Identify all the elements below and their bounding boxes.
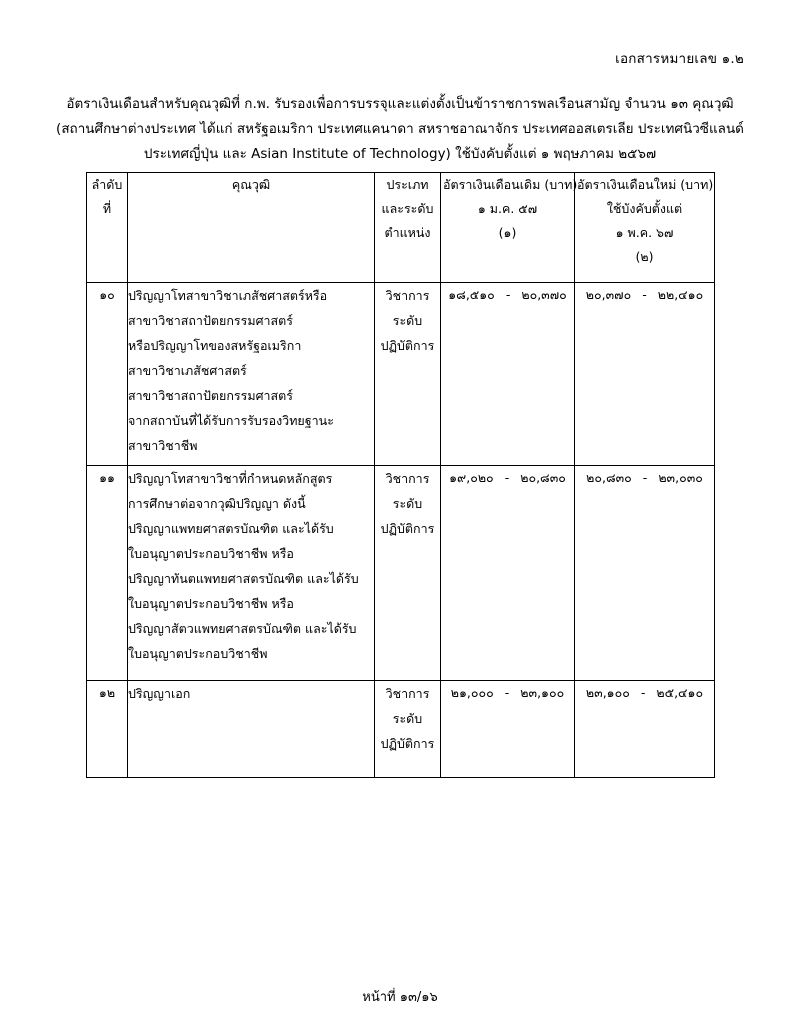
header-position-type-line3: ตำแหน่ง: [384, 225, 431, 240]
table-row: [87, 466, 715, 681]
row-position-type: [375, 681, 441, 778]
new-salary-dash: -: [640, 685, 646, 700]
salary-table-container: [86, 172, 714, 778]
header-no-line2: ที่: [102, 201, 112, 216]
qualification-line: ปริญญาเอก: [128, 686, 191, 701]
title-line-3: ประเทศญี่ปุ่น และ Asian Institute of Technology) ใช้บังคับตั้งแต่ ๑ พฤษภาคม ๒๕๖๗: [143, 146, 657, 162]
table-row: [87, 283, 715, 466]
row-new-salary: [575, 681, 715, 778]
page-footer: หน้าที่ ๑๓/๑๖: [362, 990, 438, 1005]
header-old-salary: [441, 173, 578, 283]
position-type-line: ระดับ: [392, 496, 423, 511]
position-type-line: วิชาการ: [385, 288, 430, 303]
position-type-line: วิชาการ: [385, 686, 430, 701]
document-title: [0, 92, 800, 167]
old-salary-from: ๑๙,๐๒๐: [449, 470, 494, 485]
qualification-line: ใบอนุญาตประกอบวิชาชีพ หรือ: [128, 546, 294, 561]
header-position-type-line2: และระดับ: [381, 201, 434, 216]
header-no: [87, 173, 128, 283]
qualification-line: จากสถาบันที่ได้รับการรับรองวิทยฐานะ: [128, 413, 334, 428]
old-salary-from: ๒๑,๐๐๐: [450, 685, 494, 700]
row-old-salary: [441, 283, 575, 466]
new-salary-dash: -: [642, 287, 647, 302]
table-header-row: [87, 173, 715, 283]
header-position-type: [375, 173, 441, 283]
old-salary-to: ๒๐,๘๓๐: [520, 470, 566, 485]
qualification-line: การศึกษาต่อจากวุฒิปริญญา ดังนี้: [128, 496, 306, 511]
row-position-type: [375, 283, 441, 466]
old-salary-dash: -: [505, 287, 511, 302]
header-old-salary-line3: (๑): [498, 225, 517, 240]
header-no-line1: ลำดับ: [91, 177, 123, 192]
title-line-1: อัตราเงินเดือนสำหรับคุณวุฒิที่ ก.พ. รับรองเพื่อการบรรจุและแต่งตั้งเป็นข้าราชการพลเรือนสามัญ จำนวน ๑๓ คุณวุฒิ: [66, 96, 734, 112]
header-new-salary-line4: (๒): [635, 249, 654, 264]
qualification-line: สาขาวิชาชีพ: [128, 438, 198, 453]
row-old-salary: [441, 681, 575, 778]
qualification-line: ใบอนุญาตประกอบวิชาชีพ หรือ: [128, 596, 294, 611]
position-type-line: ปฏิบัติการ: [380, 736, 435, 751]
qualification-line: ปริญญาโทสาขาวิชาที่กำหนดหลักสูตร: [128, 471, 333, 486]
header-new-salary-line3: ๑ พ.ค. ๖๗: [615, 225, 674, 240]
qualification-line: ปริญญาโทสาขาวิชาเภสัชศาสตร์หรือ: [128, 288, 328, 303]
header-new-salary-line1: อัตราเงินเดือนใหม่ (บาท): [577, 177, 714, 192]
qualification-line: หรือปริญญาโทของสหรัฐอเมริกา: [128, 338, 302, 353]
new-salary-to: ๒๓,๐๓๐: [658, 470, 703, 485]
new-salary-from: ๒๐,๘๓๐: [586, 470, 632, 485]
header-old-salary-line2: ๑ ม.ค. ๕๗: [477, 201, 538, 216]
row-number: ๑๑: [87, 466, 128, 681]
salary-table: [86, 172, 715, 778]
header-qualification: [128, 173, 375, 283]
position-type-line: ปฏิบัติการ: [380, 338, 435, 353]
header-position-type-line1: ประเภท: [386, 177, 429, 192]
row-qualification: [128, 466, 375, 681]
old-salary-dash: -: [504, 685, 510, 700]
position-type-line: ระดับ: [392, 711, 423, 726]
qualification-line: สาขาวิชาสถาปัตยกรรมศาสตร์: [128, 313, 293, 328]
header-qualification-line1: คุณวุฒิ: [231, 177, 271, 192]
position-type-line: วิชาการ: [385, 471, 430, 486]
row-position-type: [375, 466, 441, 681]
qualification-line: ปริญญาสัตวแพทยศาสตรบัณฑิต และได้รับ: [128, 621, 357, 636]
position-type-line: ระดับ: [392, 313, 423, 328]
title-line-2: (สถานศึกษาต่างประเทศ ได้แก่ สหรัฐอเมริกา ประเทศแคนาดา สหราชอาณาจักร ประเทศออสเตรเลีย ประเทศนิวซีแลนด์: [56, 121, 744, 137]
row-qualification: [128, 283, 375, 466]
row-number: ๑๐: [87, 283, 128, 466]
new-salary-to: ๒๒,๔๑๐: [657, 287, 704, 302]
document-number-label: เอกสารหมายเลข ๑.๒: [615, 51, 744, 67]
row-old-salary: [441, 466, 575, 681]
row-number: ๑๒: [87, 681, 128, 778]
row-new-salary: [575, 283, 715, 466]
header-new-salary: [575, 173, 715, 283]
table-row: [87, 681, 715, 778]
qualification-line: ปริญญาแพทยศาสตรบัณฑิต และได้รับ: [128, 521, 334, 536]
position-type-line: ปฏิบัติการ: [380, 521, 435, 536]
old-salary-to: ๒๓,๑๐๐: [520, 685, 565, 700]
qualification-line: ใบอนุญาตประกอบวิชาชีพ: [128, 646, 268, 661]
new-salary-from: ๒๐,๓๗๐: [585, 287, 632, 302]
row-qualification: [128, 681, 375, 778]
old-salary-from: ๑๘,๕๑๐: [448, 287, 495, 302]
header-old-salary-line1: อัตราเงินเดือนเดิม (บาท): [443, 177, 578, 192]
qualification-line: สาขาวิชาเภสัชศาสตร์: [128, 363, 247, 378]
qualification-line: สาขาวิชาสถาปัตยกรรมศาสตร์: [128, 388, 293, 403]
new-salary-to: ๒๕,๔๑๐: [656, 685, 704, 700]
old-salary-to: ๒๐,๓๗๐: [521, 287, 567, 302]
qualification-line: ปริญญาทันตแพทยศาสตรบัณฑิต และได้รับ: [128, 571, 359, 586]
new-salary-from: ๒๓,๑๐๐: [585, 685, 630, 700]
row-new-salary: [575, 466, 715, 681]
old-salary-dash: -: [504, 470, 510, 485]
header-new-salary-line2: ใช้บังคับตั้งแต่: [606, 201, 683, 216]
new-salary-dash: -: [642, 470, 648, 485]
